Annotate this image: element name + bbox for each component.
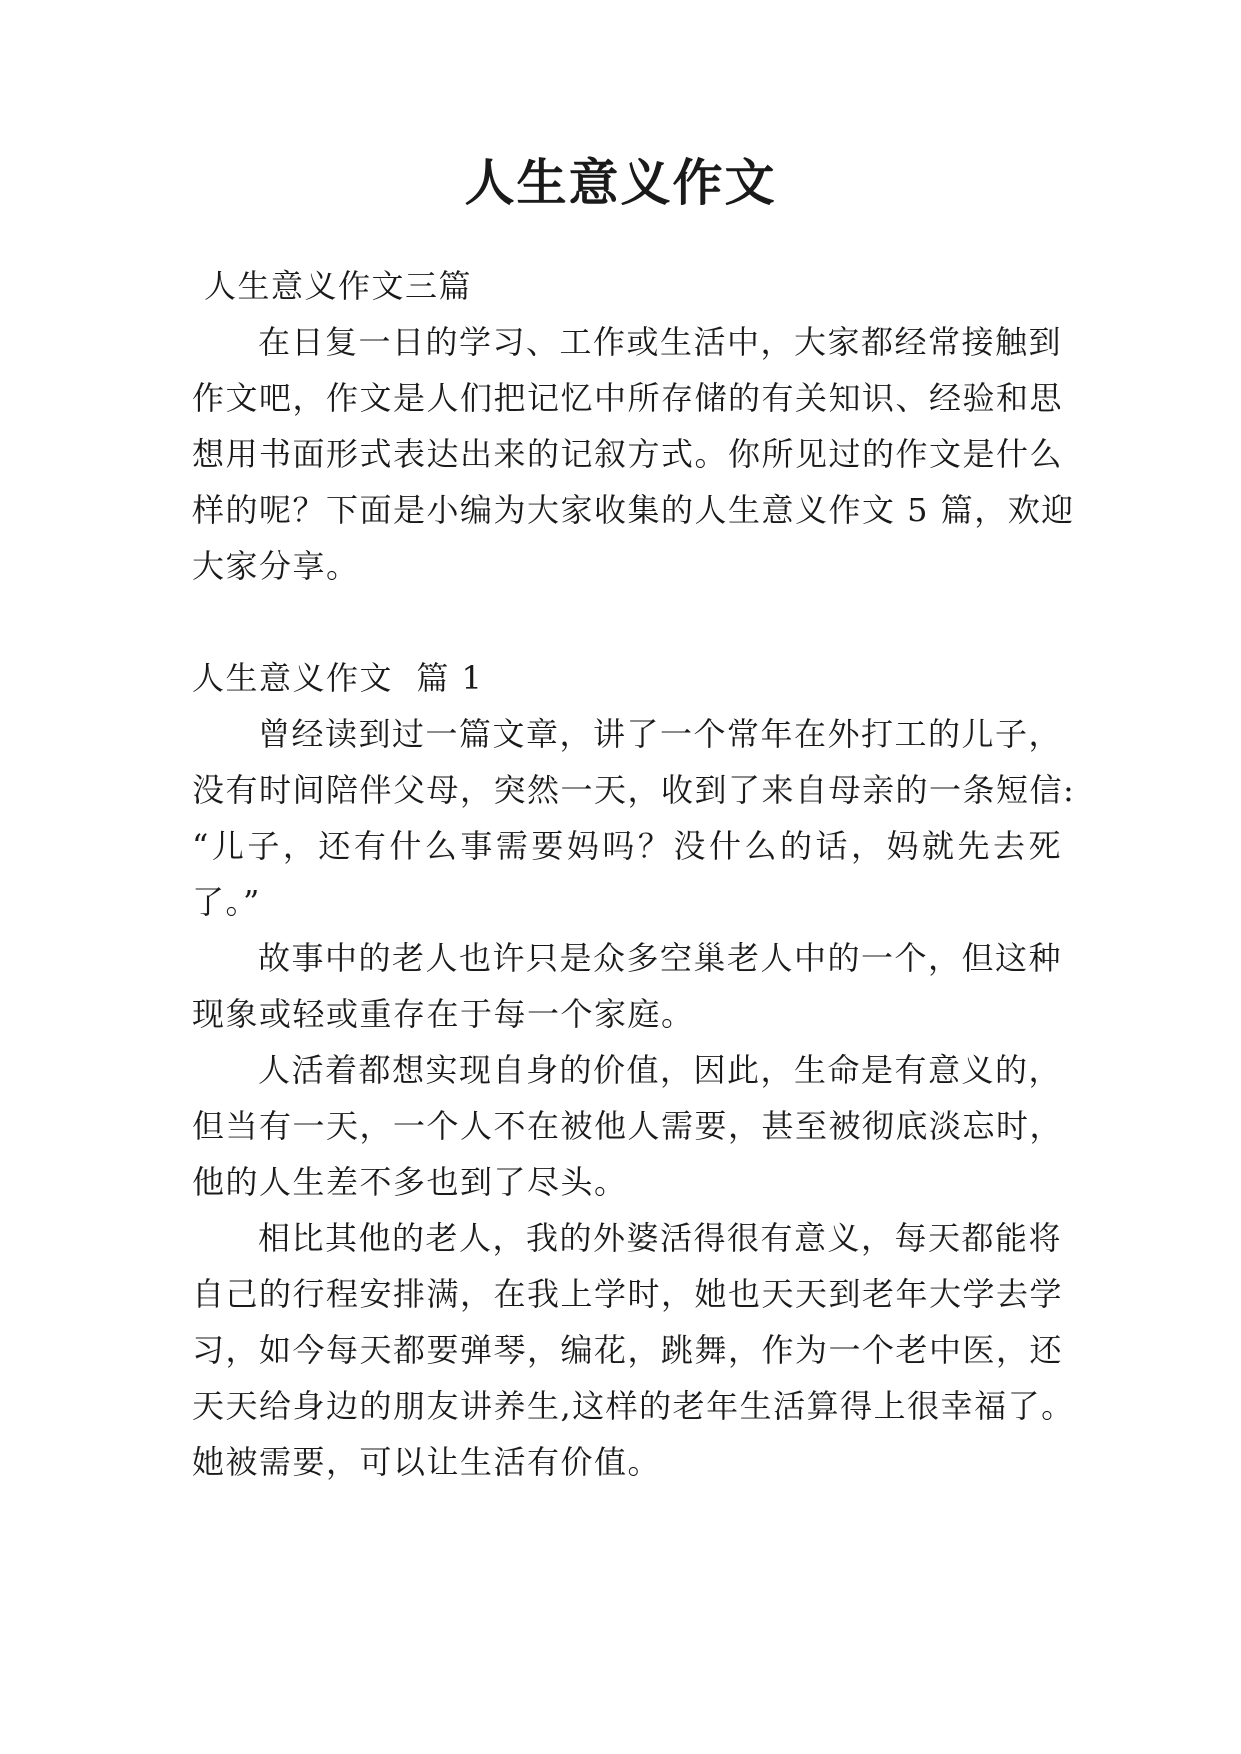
paragraph-line: 她被需要，可以让生活有价值。 — [192, 1443, 662, 1481]
paragraph-line: 他的人生差不多也到了尽头。 — [192, 1163, 628, 1201]
paragraph-line: 人活着都想实现自身的价值，因此，生命是有意义的， — [258, 1051, 1063, 1089]
story-paragraph-3 — [192, 1042, 1062, 1210]
paragraph-line: 但当有一天，一个人不在被他人需要，甚至被彻底淡忘时， — [192, 1107, 1064, 1145]
paragraph-line: 现象或轻或重存在于每一个家庭。 — [192, 995, 695, 1033]
story-paragraph-2 — [192, 930, 1062, 1042]
paragraph-line: 天天给身边的朋友讲养生,这样的老年生活算得上很幸福了。 — [192, 1387, 1075, 1425]
document-body — [192, 258, 1076, 1490]
paragraph-line: 在日复一日的学习、工作或生活中，大家都经常接触到 — [258, 323, 1063, 361]
paragraph-spacer — [192, 594, 1062, 650]
paragraph-line: 习，如今每天都要弹琴，编花，跳舞，作为一个老中医，还 — [192, 1331, 1064, 1369]
paragraph-line: 曾经读到过一篇文章，讲了一个常年在外打工的儿子， — [258, 715, 1063, 753]
paragraph-line: 故事中的老人也许只是众多空巢老人中的一个，但这种 — [258, 939, 1063, 977]
paragraph-line: “儿子，还有什么事需要妈吗？没什么的话，妈就先去死 — [192, 827, 1062, 865]
intro-paragraph — [192, 314, 1075, 594]
paragraph-line: 没有时间陪伴父母，突然一天，收到了来自母亲的一条短信: — [192, 771, 1076, 809]
section-heading: 人生意义作文 篇 1 — [192, 659, 484, 697]
paragraph-line: 想用书面形式表达出来的记叙方式。你所见过的作文是什么 — [192, 435, 1064, 473]
document-title: 人生意义作文 — [464, 153, 777, 212]
story-paragraph-4 — [192, 1210, 1075, 1490]
paragraph-line: 自己的行程安排满，在我上学时，她也天天到老年大学去学 — [192, 1275, 1064, 1313]
document-subtitle: 人生意义作文三篇 — [204, 267, 473, 305]
paragraph-line: 相比其他的老人，我的外婆活得很有意义，每天都能将 — [258, 1219, 1063, 1257]
story-paragraph-1 — [192, 706, 1076, 930]
paragraph-line: 样的呢？下面是小编为大家收集的人生意义作文 5 篇，欢迎 — [192, 491, 1075, 529]
paragraph-line: 作文吧，作文是人们把记忆中所存储的有关知识、经验和思 — [192, 379, 1064, 417]
paragraph-line: 大家分享。 — [192, 547, 360, 585]
paragraph-line: 了。” — [192, 883, 261, 921]
